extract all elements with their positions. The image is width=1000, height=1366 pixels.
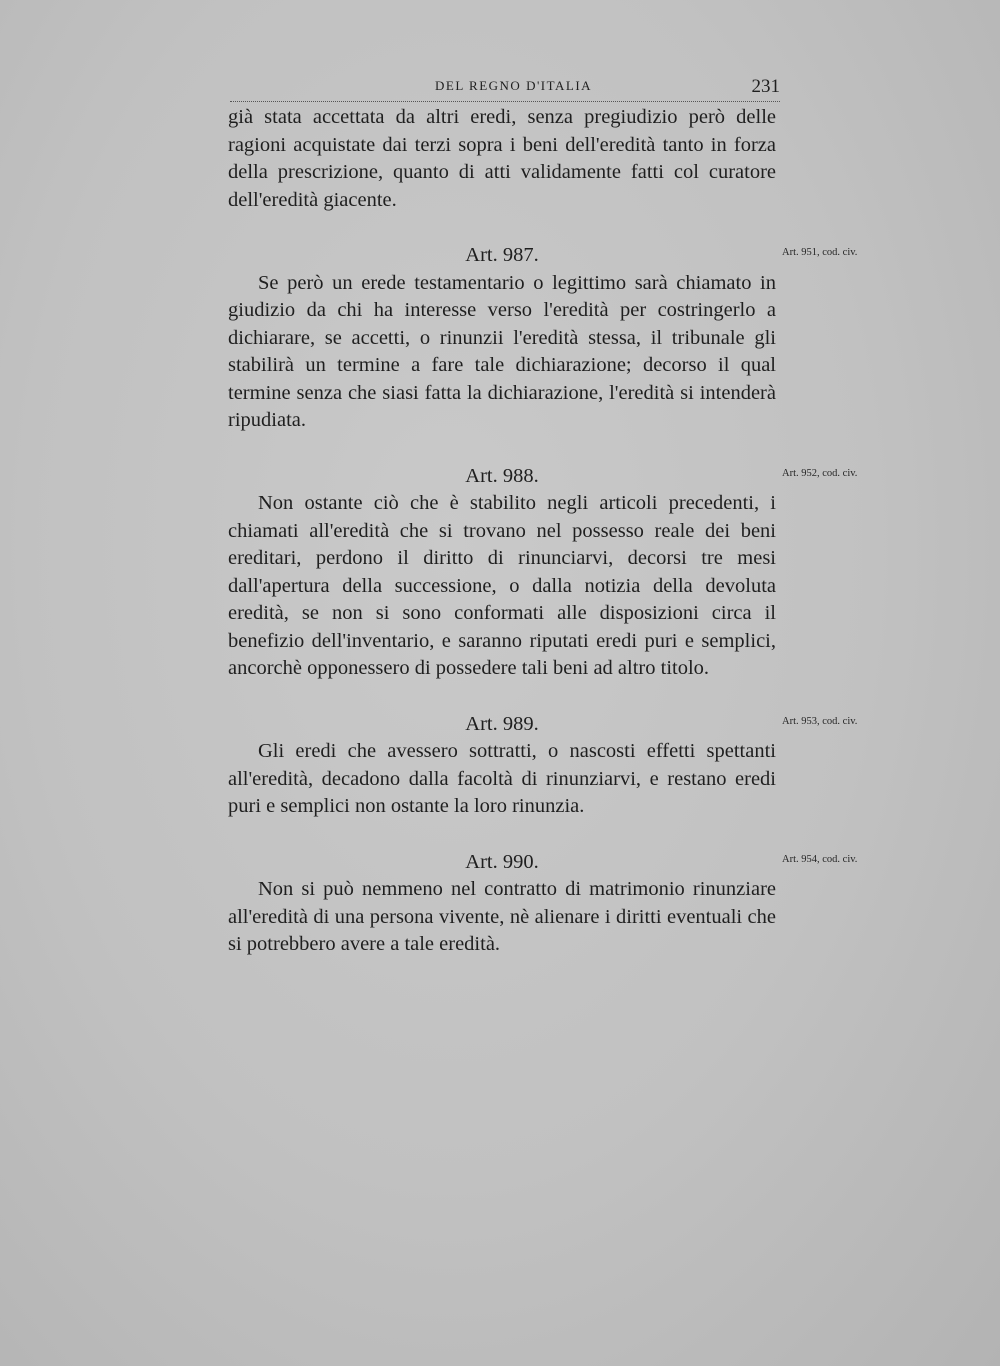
continuation-paragraph: già stata accettata da altri eredi, senza pregiudizio però delle ragioni acquistate dai terzi sopra i beni dell'eredità tanto in forza della prescrizione, quanto di atti validamente fatti col curatore dell'eredità giacente.: [228, 106, 776, 211]
article-text: Gli eredi che avessero sottratti, o nascosti effetti spettanti all'eredità, decadono dalla facoltà di rinunziarvi, e restano eredi puri e semplici non ostante la loro rinunzia.: [228, 740, 776, 817]
running-head: DEL REGNO D'ITALIA: [435, 78, 593, 93]
margin-note: Art. 954, cod. civ.: [782, 853, 858, 865]
body-text: [228, 104, 858, 959]
article-heading: Art. 989.: [465, 712, 539, 735]
article-988: [228, 463, 858, 683]
page-header: [230, 74, 790, 104]
article-heading: Art. 990.: [465, 850, 539, 873]
page-number: 231: [751, 76, 780, 97]
header-rule: [230, 101, 780, 102]
article-989: [228, 711, 858, 821]
article-987: [228, 242, 858, 435]
article-text: Se però un erede testamentario o legittimo sarà chiamato in giudizio da chi ha interesse verso l'eredità per costringerlo a dichiarare, se accetti, o rinunzii l'eredità stessa, il tribunale gli stabilirà un termine a fare tale dichiarazione; decorso il qual termine senza che siasi fatta la dichiarazione, l'eredità si intenderà ripudiata.: [228, 271, 776, 431]
margin-note: Art. 951, cod. civ.: [782, 247, 858, 258]
article-heading: Art. 987.: [465, 244, 539, 266]
article-text: Non ostante ciò che è stabilito negli articoli precedenti, i chiamati all'eredità che si trovano nel possesso reale dei beni ereditari, perdono il diritto di rinunciarvi, decorsi tre mesi dall'apertura della successione, o dalla notizia della devoluta eredità, se non si sono conformati alle disposizioni circa il benefizio dell'inventario, e saranno riputati eredi puri e semplici, ancorchè opponessero di possedere tali beni ad altro titolo.: [228, 492, 776, 679]
margin-note: Art. 952, cod. civ.: [782, 467, 858, 479]
article-heading: Art. 988.: [465, 464, 539, 487]
article-990: [228, 849, 858, 959]
margin-note: Art. 953, cod. civ.: [782, 715, 858, 727]
article-text: Non si può nemmeno nel contratto di matrimonio rinunziare all'eredità di una persona vivente, nè alienare i diritti eventuali che si potrebbero avere a tale eredità.: [228, 878, 776, 955]
